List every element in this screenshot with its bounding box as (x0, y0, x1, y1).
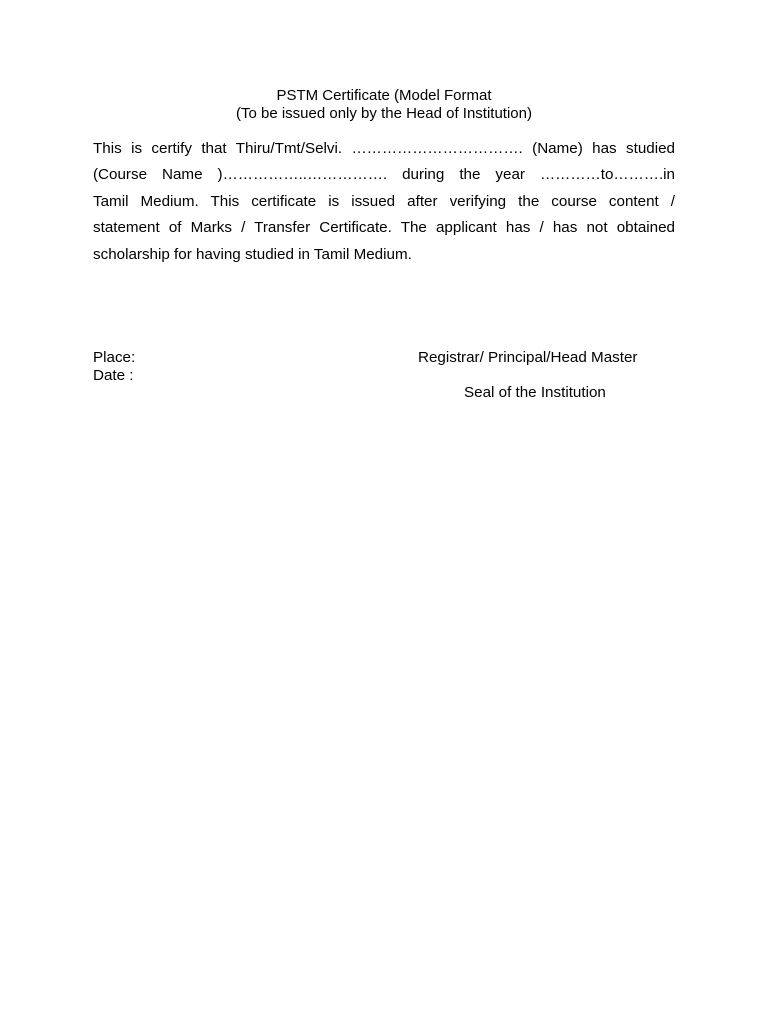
certificate-title: PSTM Certificate (Model Format (276, 87, 492, 104)
place-label: Place: (93, 349, 136, 366)
body-line: Tamil Medium. This certificate is issued after verifying the course content / (93, 192, 675, 210)
seal-label: Seal of the Institution (464, 384, 606, 401)
date-label: Date : (93, 367, 134, 384)
body-line: (Course Name )……………..……………. during the year …………to……….in (93, 166, 675, 184)
certificate-body (93, 136, 675, 268)
body-line: scholarship for having studied in Tamil Medium. (93, 245, 412, 263)
body-line: This is certify that Thiru/Tmt/Selvi. ……………………………. (Name) has studied (93, 140, 675, 157)
certificate-subtitle: (To be issued only by the Head of Institution) (235, 105, 532, 122)
signatory-title: Registrar/ Principal/Head Master (418, 349, 638, 366)
body-line: statement of Marks / Transfer Certificate. The applicant has / has not obtained (93, 219, 675, 237)
